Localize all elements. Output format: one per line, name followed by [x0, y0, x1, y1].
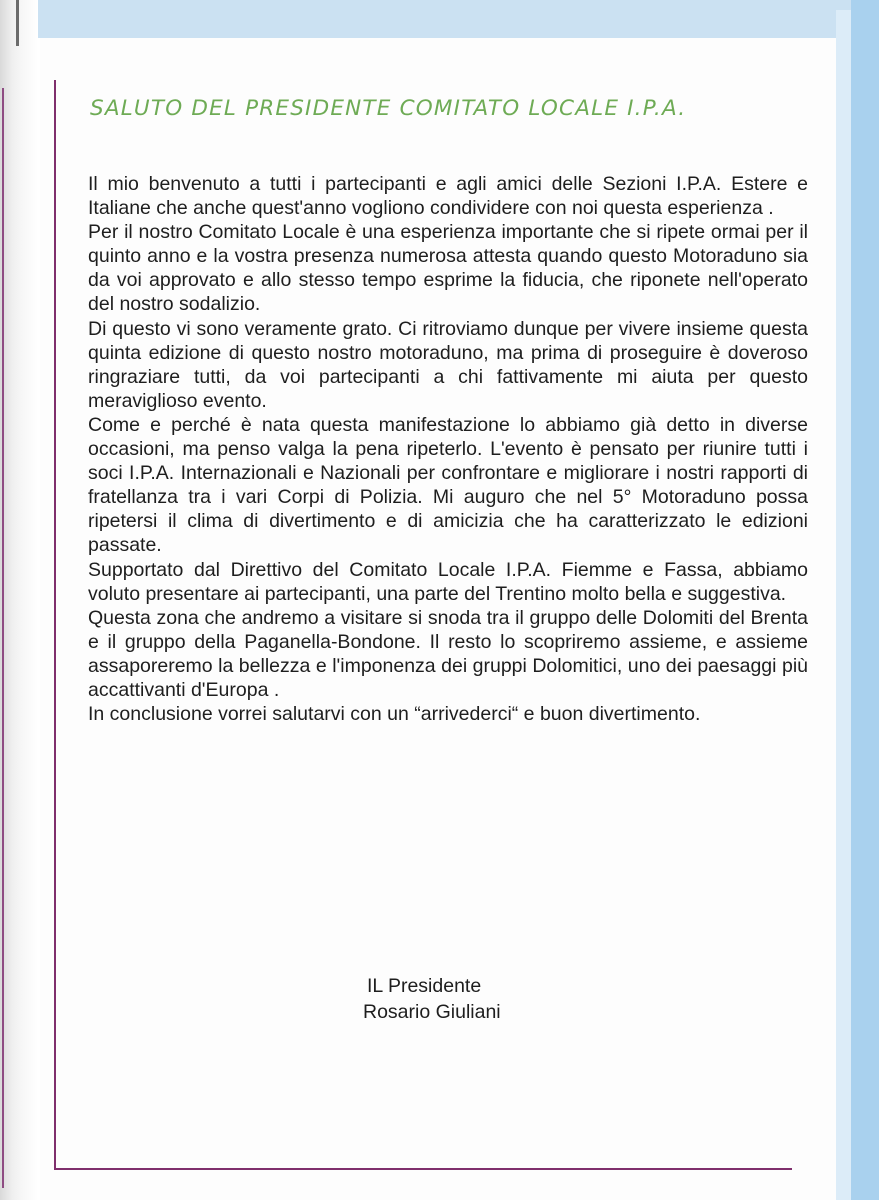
- signature-name: Rosario Giuliani: [363, 1001, 501, 1023]
- frame-bottom-line: [54, 1168, 792, 1170]
- paragraph-route: Questa zona che andremo a visitare si snoda tra il gruppo delle Dolomiti del Brenta e il gruppo della Paganella-Bondone. Il resto lo scopriremo assieme, e assieme assaporeremo la bellezza e l'imponenza dei gruppi Dolomitici, uno dei paesaggi più accattivanti d'Europa .: [88, 606, 808, 701]
- paragraph-conclusion: In conclusione vorrei salutarvi con un “arrivederci“ e buon divertimento.: [88, 703, 701, 726]
- frame-left-line: [54, 80, 56, 1170]
- gutter-mark: [16, 0, 19, 46]
- signature-block: [363, 973, 563, 1025]
- paragraph-origin: Come e perché è nata questa manifestazione lo abbiamo già detto in diverse occasioni, ma penso valga la pena ripeterlo. L'evento è pensato per riunire tutti i soci I.P.A. Internazionali e Nazionali per confrontare e migliorare i nostri rapporti di fratellanza tra i vari Corpi di Polizia. Mi auguro che nel 5° Motoraduno possa ripetersi il clima di divertimento e di amicizia che ha caratterizzato le edizioni passate.: [88, 413, 808, 557]
- right-border-band: [851, 0, 879, 1200]
- letter-body: [88, 172, 808, 726]
- paragraph-trentino: Supportato dal Direttivo del Comitato Locale I.P.A. Fiemme e Fassa, abbiamo voluto presentare ai partecipanti, una parte del Trentino molto bella e suggestiva.: [88, 558, 808, 605]
- binding-gutter: [0, 0, 38, 1200]
- signature-role: IL Presidente: [367, 975, 482, 997]
- facing-page-frame-line: [2, 88, 4, 1188]
- paragraph-importance: Per il nostro Comitato Locale è una esperienza importante che si ripete ormai per il quinto anno e la vostra presenza numerosa attesta quando questo Motoraduno sia da voi approvato e allo stesso tempo esprime la fiducia, che riponete nell'operato del nostro sodalizio.: [88, 221, 808, 316]
- paragraph-gratitude: Di questo vi sono veramente grato. Ci ritroviamo dunque per vivere insieme questa quinta edizione di questo nostro motoraduno, ma prima di proseguire è doveroso ringraziare tutti, da voi partecipanti a chi fattivamente mi aiuta per questo meraviglioso evento.: [88, 317, 808, 412]
- top-border-band: [0, 0, 879, 38]
- right-border-inner: [836, 10, 851, 1200]
- page-title: SALUTO DEL PRESIDENTE COMITATO LOCALE I.P.A.: [90, 96, 687, 121]
- paragraph-welcome: Il mio benvenuto a tutti i partecipanti e agli amici delle Sezioni I.P.A. Estere e Italiane che anche quest'anno vogliono condividere con noi questa esperienza .: [88, 173, 808, 220]
